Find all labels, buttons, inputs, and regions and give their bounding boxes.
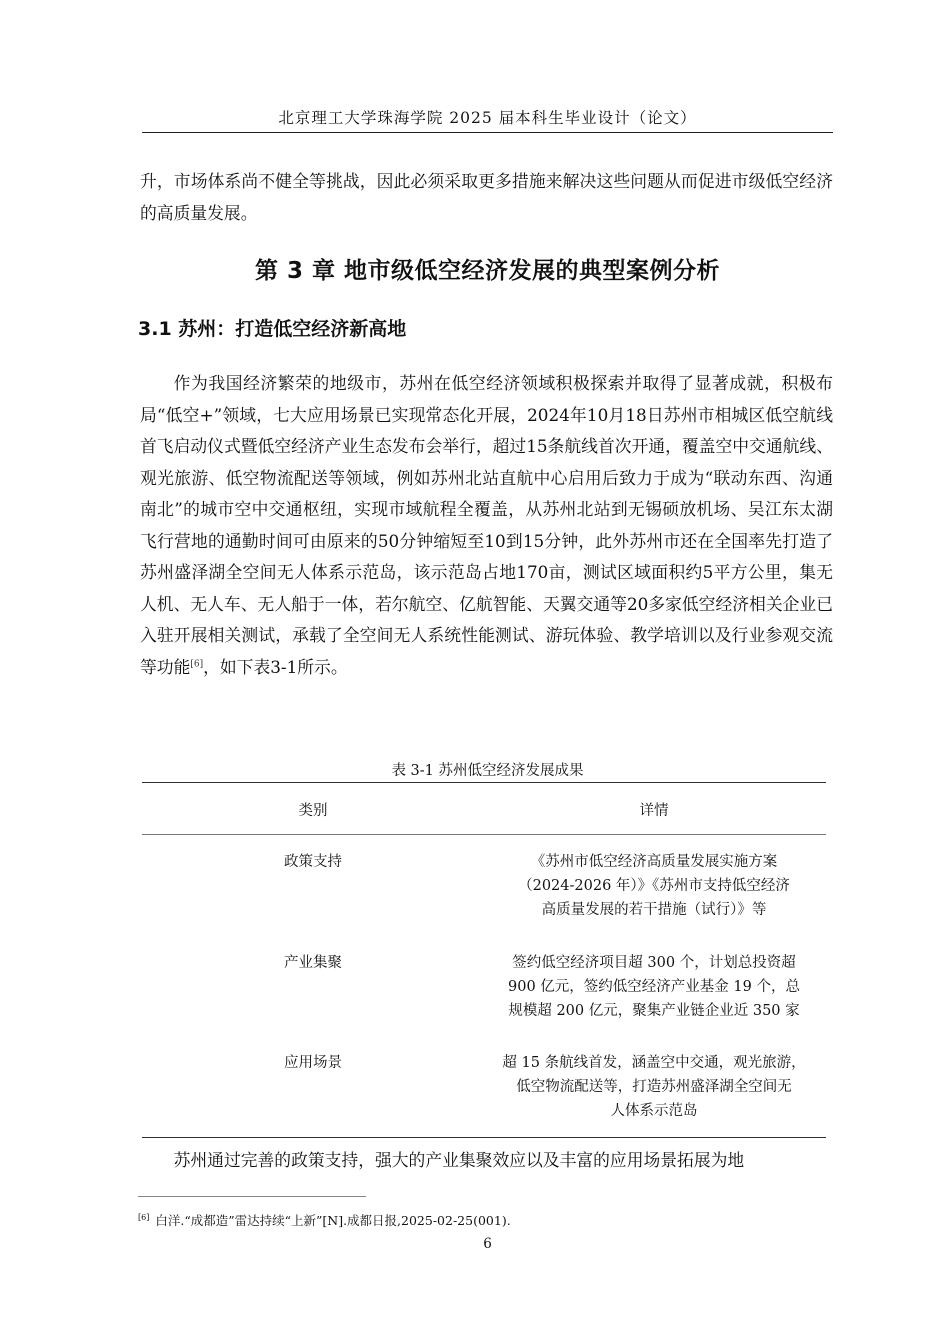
detail-line: 规模超 200 亿元，聚集产业链企业近 350 家 bbox=[508, 1003, 800, 1019]
continuation-paragraph: 升，市场体系尚不健全等挑战，因此必须采取更多措施来解决这些问题从而促进市级低空经济的高质量发展。 bbox=[140, 171, 833, 223]
table-row-category: 产业集聚 bbox=[284, 955, 342, 971]
footnote bbox=[138, 1209, 838, 1230]
table-row-detail bbox=[484, 1051, 824, 1123]
detail-line: 签约低空经济项目超 300 个，计划总投资超 bbox=[512, 955, 796, 971]
table-row-category: 政策支持 bbox=[284, 854, 342, 870]
citation-marker[interactable]: [6] bbox=[190, 658, 204, 669]
chapter-title: 第 3 章 地市级低空经济发展的典型案例分析 bbox=[254, 258, 721, 284]
detail-line: 人体系示范岛 bbox=[610, 1103, 698, 1119]
detail-line: （2024-2026 年）》《苏州市支持低空经济 bbox=[518, 878, 790, 894]
detail-line: 《苏州市低空经济高质量发展实施方案 bbox=[530, 854, 778, 870]
table-row-category: 应用场景 bbox=[284, 1055, 342, 1071]
section-paragraph-text: 作为我国经济繁荣的地级市，苏州在低空经济领域积极探索并取得了显著成就，积极布局“低空+”领域，七大应用场景已实现常态化开展，2024年10月18日苏州市相城区低空航线首飞启动仪式暨低空经济产业生态发布会举行，超过15条航线首次开通，覆盖空中交通航线、观光旅游、低空物流配送等领域，例如苏州北站直航中心启用后致力于成为“联动东西、沟通南北”的城市空中交通枢纽，实现市域航程全覆盖，从苏州北站到无锡硕放机场、吴江东太湖飞行营地的通勤时间可由原来的50分钟缩短至10到15分钟，此外苏州市还在全国率先打造了苏州盛泽湖全空间无人体系示范岛，该示范岛占地170亩，测试区域面积约5平方公里，集无人机、无人车、无人船于一体，若尔航空、亿航智能、天翼交通等20多家低空经济相关企业已入驻开展相关测试，承载了全空间无人系统性能测试、游玩体验、教学培训以及行业参观交流等功能 bbox=[140, 373, 833, 677]
detail-line: 超 15 条航线首发，涵盖空中交通，观光旅游， bbox=[502, 1055, 806, 1071]
footnote-rule bbox=[138, 1196, 366, 1197]
table-caption: 表 3-1 苏州低空经济发展成果 bbox=[391, 763, 584, 779]
table-header-detail: 详情 bbox=[639, 803, 669, 819]
table-header-category: 类别 bbox=[298, 803, 328, 819]
footnote-marker: [6] bbox=[138, 1213, 150, 1222]
table-row-detail bbox=[484, 850, 824, 922]
section-title: 3.1 苏州：打造低空经济新高地 bbox=[138, 318, 407, 340]
table-row-detail bbox=[484, 951, 824, 1023]
detail-line: 900 亿元，签约低空经济产业基金 19 个，总 bbox=[508, 979, 800, 995]
table-header-rule bbox=[142, 834, 826, 835]
page-number: 6 bbox=[483, 1236, 492, 1252]
table-bottom-rule bbox=[142, 1137, 826, 1138]
footnote-text: 白洋.“成都造”雷达持续“上新”[N].成都日报,2025-02-25(001). bbox=[155, 1213, 511, 1229]
table-top-rule bbox=[142, 782, 826, 783]
header-rule bbox=[142, 132, 833, 133]
running-header: 北京理工大学珠海学院 2025 届本科生毕业设计（论文） bbox=[278, 109, 697, 127]
detail-line: 低空物流配送等，打造苏州盛泽湖全空间无 bbox=[516, 1079, 792, 1095]
section-paragraph bbox=[140, 368, 833, 683]
closing-paragraph: 苏州通过完善的政策支持，强大的产业集聚效应以及丰富的应用场景拓展为地 bbox=[173, 1150, 745, 1170]
detail-line: 高质量发展的若干措施（试行）》等 bbox=[541, 902, 767, 918]
section-paragraph-tail: ，如下表3-1所示。 bbox=[203, 656, 348, 677]
